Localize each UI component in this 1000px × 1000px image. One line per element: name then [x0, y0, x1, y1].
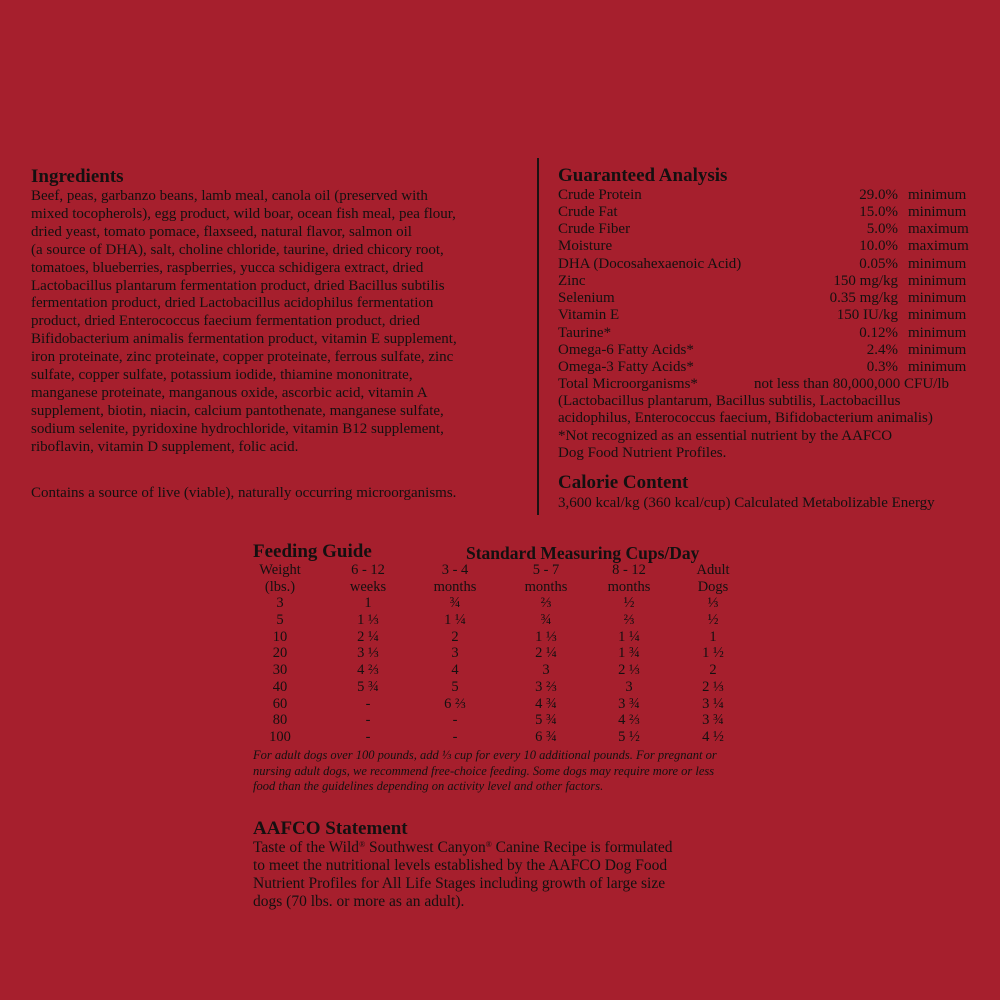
column-header: months	[433, 578, 477, 595]
cups-cell: 1	[709, 628, 717, 645]
nutrient-qualifier: maximum	[908, 221, 969, 237]
analysis-row	[558, 359, 978, 376]
ingredients-line: (a source of DHA), salt, choline chloride, taurine, dried chicory root,	[31, 241, 444, 258]
column-divider	[537, 158, 539, 515]
nutrient-value: 5.0%	[866, 221, 898, 237]
column-header: weeks	[349, 578, 387, 595]
cups-cell: 5	[451, 678, 459, 695]
weight-cell: 80	[272, 712, 288, 729]
ingredients-line: fermentation product, dried Lactobacillus acidophilus fermentation	[31, 295, 434, 312]
ingredients-list	[31, 188, 527, 457]
calorie-content-heading: Calorie Content	[558, 472, 689, 493]
note-line: For adult dogs over 100 pounds, add ⅓ cup for every 10 additional pounds. For pregnant or	[253, 748, 717, 762]
cups-cell: ¾	[540, 612, 552, 629]
weight-cell: 100	[269, 728, 291, 745]
registered-mark: ®	[359, 840, 366, 849]
nutrient-name: Omega-6 Fatty Acids*	[558, 342, 694, 358]
table-row	[253, 696, 773, 713]
note-line: food than the guidelines depending on activity level and other factors.	[253, 779, 604, 793]
aafco-line: dogs (70 lbs. or more as an adult).	[253, 892, 465, 910]
column-header: months	[607, 578, 651, 595]
table-row	[253, 595, 773, 612]
nutrient-qualifier: minimum	[908, 256, 967, 272]
weight-cell: 20	[272, 645, 288, 662]
nutrient-qualifier: minimum	[908, 307, 967, 323]
aafco-note-line: Dog Food Nutrient Profiles.	[558, 444, 727, 461]
cups-cell: 1 ¾	[618, 645, 640, 662]
ingredients-line: iron proteinate, zinc proteinate, copper proteinate, ferrous sulfate, zinc	[31, 349, 454, 366]
ingredients-line: sodium selenite, pyridoxine hydrochloride, vitamin B12 supplement,	[31, 420, 444, 437]
ingredients-line: riboflavin, vitamin D supplement, folic acid.	[31, 438, 299, 455]
cups-cell: 6 ¾	[535, 728, 557, 745]
cups-cell: 4	[451, 662, 459, 679]
aafco-note-line: *Not recognized as an essential nutrient by the AAFCO	[558, 427, 893, 444]
nutrient-value: 0.35 mg/kg	[829, 290, 898, 306]
analysis-row	[558, 256, 978, 273]
cups-cell: 3	[542, 662, 550, 679]
ingredients-heading: Ingredients	[31, 166, 124, 187]
cups-cell: 5 ½	[618, 728, 640, 745]
cups-cell: -	[452, 728, 458, 745]
nutrient-name: Crude Protein	[558, 187, 642, 203]
cups-cell: 1 ½	[702, 645, 724, 662]
column-header: 8 - 12	[612, 562, 646, 578]
cups-cell: 1	[364, 595, 372, 612]
nutrient-qualifier: minimum	[908, 204, 967, 220]
guaranteed-analysis-heading: Guaranteed Analysis	[558, 165, 728, 186]
nutrient-value: not less than 80,000,000 CFU/lb	[754, 376, 950, 392]
column-header: (lbs.)	[264, 578, 296, 595]
feeding-table-header	[253, 579, 773, 596]
species-line: acidophilus, Enterococcus faecium, Bifidobacterium animalis)	[558, 410, 933, 427]
nutrient-qualifier: minimum	[908, 342, 967, 358]
column-header: Adult	[696, 562, 730, 578]
species-line: (Lactobacillus plantarum, Bacillus subtilis, Lactobacillus	[558, 393, 901, 409]
analysis-row	[558, 342, 978, 359]
cups-cell: 3 ¾	[702, 712, 724, 729]
cups-cell: 3	[625, 678, 633, 695]
ingredients-line: manganese proteinate, manganous oxide, ascorbic acid, vitamin A	[31, 384, 428, 401]
nutrient-qualifier: minimum	[908, 359, 967, 375]
ingredients-line: product, dried Enterococcus faecium fermentation product, dried	[31, 313, 421, 330]
calorie-content-text: 3,600 kcal/kg (360 kcal/cup) Calculated Metabolizable Energy	[558, 495, 935, 511]
analysis-row	[558, 307, 978, 324]
cups-cell: -	[365, 712, 371, 729]
cups-cell: 2	[451, 628, 459, 645]
nutrient-qualifier: minimum	[908, 290, 967, 306]
cups-cell: 4 ⅔	[618, 712, 640, 729]
column-header: Weight	[259, 562, 301, 578]
ingredients-line: Bifidobacterium animalis fermentation product, vitamin E supplement,	[31, 331, 457, 348]
aafco-line: Nutrient Profiles for All Life Stages including growth of large size	[253, 874, 666, 892]
cups-cell: 1 ⅓	[357, 612, 379, 629]
feeding-guide-subheading: Standard Measuring Cups/Day	[466, 543, 700, 563]
nutrient-value: 15.0%	[859, 204, 898, 220]
nutrient-name: Crude Fiber	[558, 221, 631, 237]
nutrient-value: 10.0%	[859, 238, 898, 254]
nutrient-name: Selenium	[558, 290, 615, 306]
cups-cell: ½	[707, 612, 719, 629]
nutrient-name: Omega-3 Fatty Acids*	[558, 359, 694, 375]
nutrient-value: 0.05%	[859, 256, 898, 272]
nutrient-value: 150 IU/kg	[836, 307, 898, 323]
aafco-line: to meet the nutritional levels established by the AAFCO Dog Food	[253, 856, 668, 874]
cups-cell: 2 ⅓	[702, 678, 724, 695]
ingredients-line: Lactobacillus plantarum fermentation product, dried Bacillus subtilis	[31, 277, 445, 294]
column-header: months	[524, 578, 568, 595]
cups-cell: 2	[709, 662, 717, 679]
cups-cell: 6 ⅔	[444, 695, 466, 712]
table-row	[253, 712, 773, 729]
cups-cell: 2 ¼	[535, 645, 557, 662]
nutrient-value: 29.0%	[859, 187, 898, 203]
analysis-row-microorganisms	[558, 376, 978, 393]
analysis-row	[558, 325, 978, 342]
column-header: 6 - 12	[351, 562, 385, 578]
cups-cell: -	[365, 695, 371, 712]
cups-cell: ⅔	[540, 595, 552, 612]
table-row	[253, 629, 773, 646]
nutrient-qualifier: minimum	[908, 187, 967, 203]
weight-cell: 10	[272, 628, 288, 645]
nutrient-value: 0.12%	[859, 325, 898, 341]
cups-cell: 1 ¼	[444, 612, 466, 629]
product-name: Southwest Canyon	[369, 839, 486, 856]
aafco-line	[253, 839, 773, 857]
nutrient-name: Moisture	[558, 238, 613, 254]
table-row	[253, 662, 773, 679]
cups-cell: 4 ½	[702, 728, 724, 745]
feeding-guide-note	[253, 748, 793, 795]
nutrient-qualifier: minimum	[908, 273, 967, 289]
ingredients-line: dried yeast, tomato pomace, flaxseed, natural flavor, salmon oil	[31, 223, 412, 240]
table-row	[253, 612, 773, 629]
weight-cell: 5	[276, 612, 284, 629]
aafco-statement-heading: AAFCO Statement	[253, 818, 408, 839]
cups-cell: -	[452, 712, 458, 729]
nutrient-name: Zinc	[558, 273, 586, 289]
feeding-guide-heading: Feeding Guide	[253, 541, 372, 562]
microorganism-species	[558, 393, 978, 462]
cups-cell: 3 ⅔	[535, 678, 557, 695]
feeding-table-header	[253, 562, 773, 579]
cups-cell: 2 ⅓	[618, 662, 640, 679]
cups-cell: -	[365, 728, 371, 745]
ingredients-line: Beef, peas, garbanzo beans, lamb meal, canola oil (preserved with	[31, 188, 428, 204]
cups-cell: 3 ¼	[702, 695, 724, 712]
nutrient-qualifier: maximum	[908, 238, 969, 254]
analysis-row	[558, 273, 978, 290]
ingredients-line: tomatoes, blueberries, raspberries, yucca schidigera extract, dried	[31, 259, 424, 276]
analysis-row	[558, 221, 978, 238]
cups-cell: 4 ¾	[535, 695, 557, 712]
nutrient-qualifier: minimum	[908, 325, 967, 341]
brand-name: Taste of the Wild	[253, 839, 360, 856]
cups-cell: 3 ¾	[618, 695, 640, 712]
cups-cell: 1 ⅓	[535, 628, 557, 645]
nutrient-name: Vitamin E	[558, 307, 620, 323]
nutrient-value: 0.3%	[866, 359, 898, 375]
cups-cell: 3 ⅓	[357, 645, 379, 662]
analysis-row	[558, 204, 978, 221]
weight-cell: 30	[272, 662, 288, 679]
nutrient-name: Taurine*	[558, 325, 612, 341]
cups-cell: ½	[623, 595, 635, 612]
analysis-row	[558, 238, 978, 255]
weight-cell: 40	[272, 678, 288, 695]
registered-mark: ®	[485, 840, 492, 849]
weight-cell: 60	[272, 695, 288, 712]
aafco-statement-text	[253, 839, 773, 911]
aafco-line-end: Canine Recipe is formulated	[495, 839, 673, 856]
cups-cell: ⅓	[707, 595, 719, 612]
analysis-row	[558, 187, 978, 204]
weight-cell: 3	[276, 595, 284, 612]
nutrient-name: DHA (Docosahexaenoic Acid)	[558, 256, 742, 272]
ingredients-line: mixed tocopherols), egg product, wild boar, ocean fish meal, pea flour,	[31, 205, 456, 222]
cups-cell: ⅔	[623, 612, 635, 629]
feeding-table-body	[253, 595, 773, 745]
note-line: nursing adult dogs, we recommend free-choice feeding. Some dogs may require more or less	[253, 763, 715, 778]
column-header: 3 - 4	[441, 562, 469, 578]
column-header: 5 - 7	[532, 562, 560, 578]
table-row	[253, 729, 773, 746]
table-row	[253, 679, 773, 696]
nutrient-name: Crude Fat	[558, 204, 618, 220]
ingredients-line: sulfate, copper sulfate, potassium iodide, thiamine mononitrate,	[31, 367, 413, 384]
cups-cell: 5 ¾	[357, 678, 379, 695]
nutrient-value: 2.4%	[866, 342, 898, 358]
cups-cell: 5 ¾	[535, 712, 557, 729]
ingredients-line: supplement, biotin, niacin, calcium pantothenate, manganese sulfate,	[31, 402, 444, 419]
cups-cell: 2 ¼	[357, 628, 379, 645]
cups-cell: 1 ¼	[618, 628, 640, 645]
table-row	[253, 645, 773, 662]
nutrient-name: Total Microorganisms*	[558, 376, 698, 392]
column-header: Dogs	[697, 578, 729, 595]
cups-cell: 4 ⅔	[357, 662, 379, 679]
cups-cell: 3	[451, 645, 459, 662]
feeding-table	[253, 562, 773, 746]
probiotic-note: Contains a source of live (viable), naturally occurring microorganisms.	[31, 485, 457, 501]
analysis-row	[558, 290, 978, 307]
cups-cell: ¾	[449, 595, 461, 612]
nutrient-value: 150 mg/kg	[833, 273, 898, 289]
